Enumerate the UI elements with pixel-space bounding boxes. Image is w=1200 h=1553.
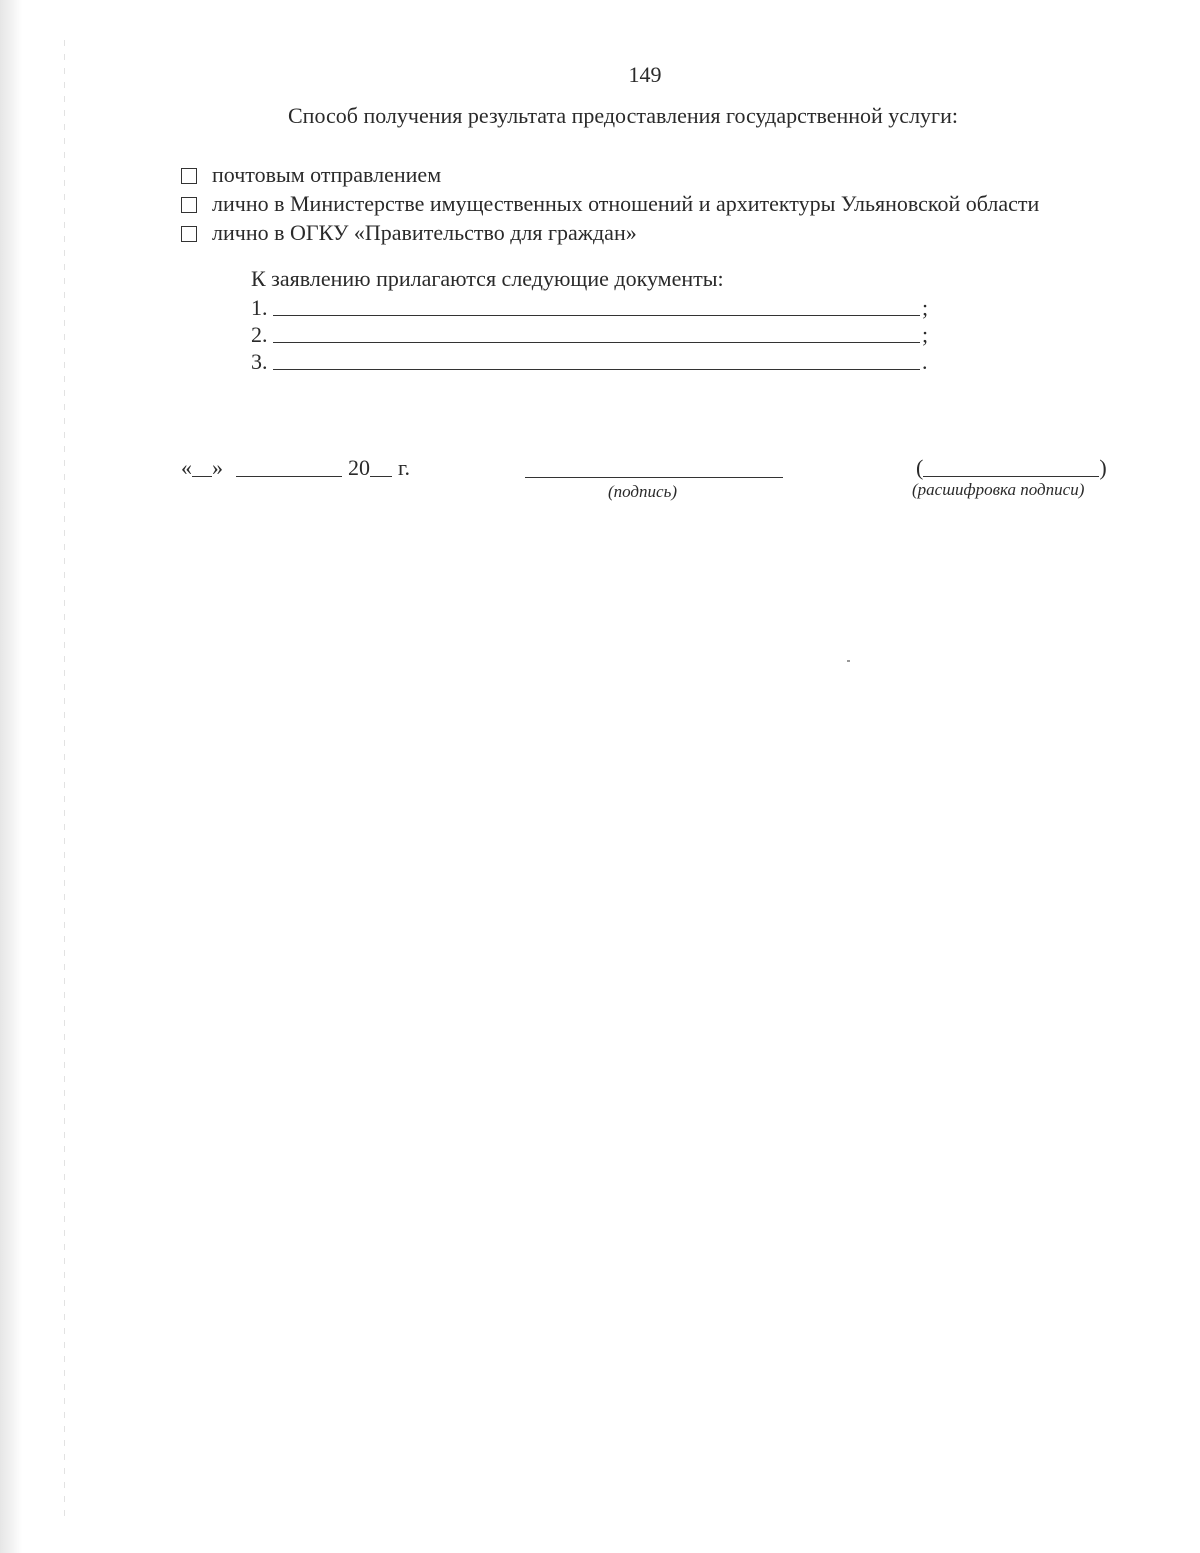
decode-close-paren: ) — [1099, 455, 1107, 480]
year-suffix: г. — [398, 455, 411, 480]
decode-blank-field[interactable] — [923, 456, 1099, 477]
day-blank-field[interactable] — [192, 456, 212, 477]
section-heading: Способ получения результата предоставления государственной услуги: — [288, 103, 958, 128]
checkbox-icon[interactable] — [181, 197, 197, 213]
attachment-blank-field[interactable] — [273, 349, 920, 370]
date-field — [181, 455, 410, 481]
delivery-option-ministry[interactable] — [181, 189, 1039, 218]
delivery-option-label: лично в Министерстве имущественных отношений и архитектуры Ульяновской области — [212, 191, 1040, 216]
checkbox-icon[interactable] — [181, 226, 197, 242]
signature-decode-field — [916, 455, 1107, 481]
attachment-number: 1. — [251, 295, 268, 320]
attachment-ending: . — [922, 349, 928, 374]
page-number: 149 — [628, 62, 662, 87]
year-prefix: 20 — [348, 455, 370, 480]
attachment-item — [251, 322, 928, 348]
delivery-options-list — [181, 160, 1039, 247]
attachment-blank-field[interactable] — [273, 295, 920, 316]
month-blank-field[interactable] — [236, 456, 342, 477]
scan-speck — [847, 660, 850, 662]
attachment-item — [251, 295, 928, 321]
delivery-option-mail[interactable] — [181, 160, 1039, 189]
delivery-option-label: почтовым отправлением — [212, 162, 442, 187]
signature-blank-field[interactable] — [525, 477, 783, 478]
decode-open-paren: ( — [916, 455, 924, 480]
attachment-number: 2. — [251, 322, 268, 347]
year-blank-field[interactable] — [370, 456, 392, 477]
attachment-number: 3. — [251, 349, 268, 374]
scan-artifact-line — [64, 40, 65, 1520]
attachment-blank-field[interactable] — [273, 322, 920, 343]
attachment-item — [251, 349, 928, 375]
attachments-title: К заявлению прилагаются следующие документы: — [251, 266, 724, 291]
scan-edge — [0, 0, 22, 1553]
signature-caption: (подпись) — [608, 482, 677, 501]
delivery-option-ogku[interactable] — [181, 218, 1039, 247]
attachment-ending: ; — [922, 322, 929, 347]
date-open-quote: « — [181, 455, 192, 480]
delivery-option-label: лично в ОГКУ «Правительство для граждан» — [212, 220, 637, 245]
date-close-quote: » — [212, 455, 223, 480]
decode-caption: (расшифровка подписи) — [912, 480, 1085, 499]
attachment-ending: ; — [922, 295, 929, 320]
checkbox-icon[interactable] — [181, 168, 197, 184]
